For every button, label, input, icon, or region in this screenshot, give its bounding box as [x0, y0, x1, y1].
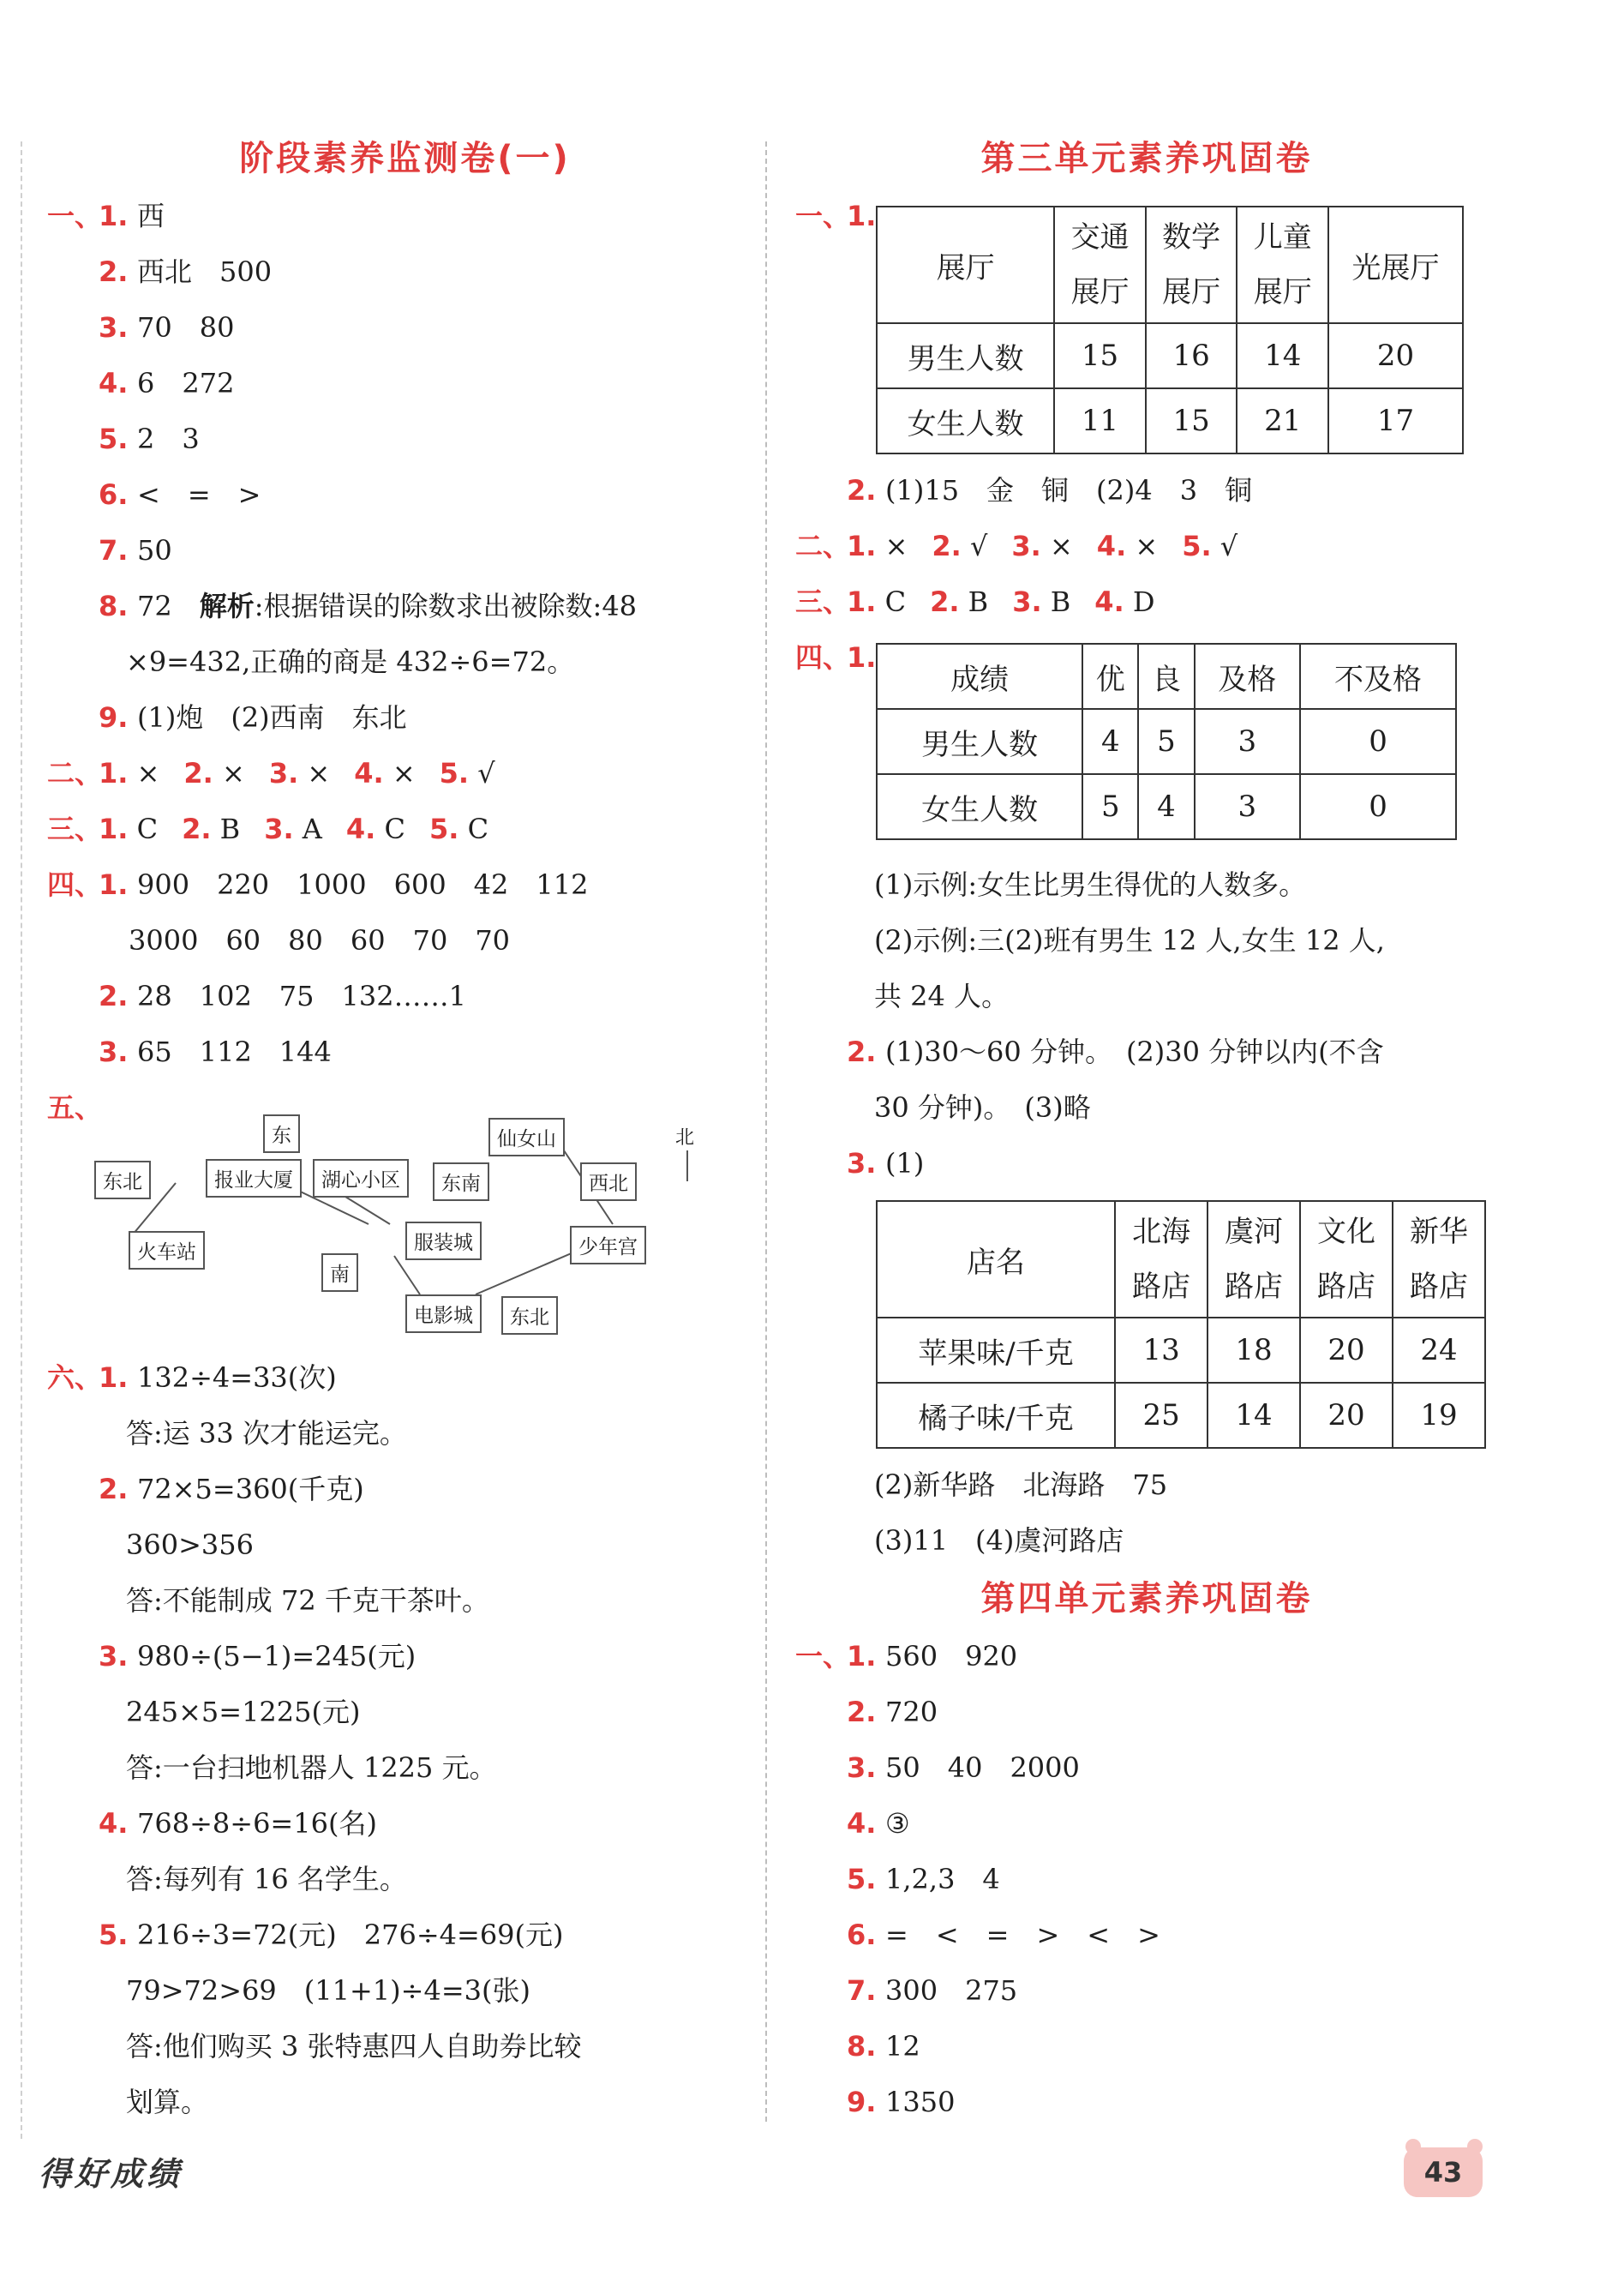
diagram-box-fuzhuang: 服装城	[405, 1222, 482, 1260]
answer-line: 一、1. 西	[47, 189, 763, 244]
table-header: 数学 展厅	[1146, 207, 1237, 323]
table-header: 店名	[877, 1201, 1115, 1318]
answer-line: 8. 12	[847, 2030, 920, 2063]
table-header: 儿童 展厅	[1237, 207, 1328, 323]
answer-line: 共 24 人。	[874, 980, 1010, 1012]
brand-logo: 得好成绩	[39, 2154, 183, 2193]
answer-line: 答:一台扫地机器人 1225 元。	[126, 1751, 497, 1784]
answer-line: 79>72>69 (11+1)÷4=3(张)	[126, 1974, 530, 2007]
answer-line: 3. 50 40 2000	[847, 1751, 1080, 1784]
answer-line: 答:每列有 16 名学生。	[126, 1863, 407, 1895]
left-column-sec6	[47, 1350, 763, 2130]
answer-line: 7. 50	[99, 534, 172, 567]
table-row: 男生人数 15 16 14 20	[877, 323, 1463, 388]
diagram-box-dongnan: 东南	[433, 1162, 489, 1201]
left-margin-line	[21, 141, 22, 2139]
diagram-box-shaonian: 少年宫	[570, 1226, 646, 1264]
left-column	[47, 129, 763, 1136]
answer-line: 4. 768÷8÷6=16(名)	[99, 1807, 377, 1840]
table-header: 展厅	[877, 207, 1054, 323]
unit3-title: 第三单元素养巩固卷	[980, 139, 1313, 178]
shop-table	[876, 1200, 1486, 1449]
answer-line: 2. 28 102 75 132……1	[99, 980, 466, 1012]
answer-line: 5. 2 3	[99, 423, 200, 455]
section-label: 一、	[47, 200, 103, 232]
table-row: 苹果味/千克 13 18 20 24	[877, 1318, 1485, 1383]
table-header: 新华 路店	[1393, 1201, 1485, 1318]
answer-line: 6. < = >	[99, 478, 261, 511]
answer-line: 8. 72 解析:根据错误的除数求出被除数:48	[99, 590, 638, 622]
answer-line: 4. ③	[847, 1807, 910, 1840]
table-header: 文化 路店	[1300, 1201, 1393, 1318]
unit4-title: 第四单元素养巩固卷	[980, 1579, 1313, 1618]
table-header: 交通 展厅	[1054, 207, 1146, 323]
answer-line: 2. 西北 500	[99, 255, 273, 288]
answer-line: (1)示例:女生比男生得优的人数多。	[874, 868, 1307, 901]
answer-line: 答:运 33 次才能运完。	[126, 1417, 407, 1450]
table-row: 橘子味/千克 25 14 20 19	[877, 1383, 1485, 1448]
answer-line: 二、1. × 2. √ 3. × 4. × 5. √	[795, 530, 1238, 562]
answer-line: 30 分钟)。 (3)略	[874, 1091, 1091, 1124]
answer-line: 2. (1)30～60 分钟。 (2)30 分钟以内(不含	[847, 1036, 1384, 1068]
answer-line: 9. (1)炮 (2)西南 东北	[99, 701, 407, 734]
direction-diagram	[47, 1106, 733, 1346]
diagram-box-nan: 南	[321, 1253, 358, 1292]
answer-line: 2. 720	[847, 1696, 938, 1728]
diagram-box-east: 东	[263, 1114, 300, 1153]
answer-line: 9. 1350	[847, 2086, 956, 2118]
answer-line: 一、1.	[795, 200, 877, 232]
answer-line: 7. 300 275	[847, 1974, 1018, 2007]
right-column-part4	[795, 1457, 1498, 2130]
answer-line: 二、1. × 2. × 3. × 4. × 5. √	[47, 757, 495, 790]
answer-line: (2)示例:三(2)班有男生 12 人,女生 12 人,	[874, 924, 1385, 957]
answer-line: 四、1. 900 220 1000 600 42 112	[47, 868, 589, 901]
answer-line: (2)新华路 北海路 75	[874, 1468, 1168, 1501]
answer-line: 3. (1)	[847, 1147, 925, 1180]
answer-line: 3. 65 112 144	[99, 1036, 332, 1068]
table-row: 成绩 优 良 及格 不及格	[877, 644, 1456, 709]
exhibition-table	[876, 206, 1464, 454]
answer-line: 245×5=1225(元)	[126, 1696, 361, 1728]
diagram-box-xibei: 西北	[580, 1162, 637, 1201]
answer-line: 5. 216÷3=72(元) 276÷4=69(元)	[99, 1919, 564, 1951]
diagram-box-dongbei: 东北	[94, 1161, 151, 1199]
answer-line: 2. 72×5=360(千克)	[99, 1473, 364, 1505]
diagram-box-dianying: 电影城	[405, 1294, 482, 1333]
answer-line: 五、	[47, 1091, 103, 1124]
answer-line: 3000 60 80 60 70 70	[129, 924, 511, 957]
answer-line: 划算。	[126, 2086, 209, 2118]
diagram-box-huoche: 火车站	[129, 1231, 205, 1270]
answer-line: ×9=432,正确的商是 432÷6=72。	[126, 646, 575, 678]
left-title: 阶段素养监测卷(一)	[239, 139, 571, 178]
answer-line: 3. 70 80	[99, 311, 235, 344]
answer-line: 三、1. C 2. B 3. B 4. D	[795, 586, 1155, 618]
answer-line: 答:不能制成 72 千克干茶叶。	[126, 1584, 489, 1617]
answer-line: 2. (1)15 金 铜 (2)4 3 铜	[847, 474, 1253, 507]
north-arrow-label: 北	[675, 1127, 695, 1149]
diagram-box-huxin: 湖心小区	[313, 1159, 409, 1198]
table-header: 虞河 路店	[1208, 1201, 1300, 1318]
answer-line: 360>356	[126, 1528, 254, 1561]
column-divider	[765, 141, 767, 2122]
answer-line: 4. 6 272	[99, 367, 235, 399]
answer-line: 六、1. 132÷4=33(次)	[47, 1361, 337, 1394]
table-row: 女生人数 11 15 21 17	[877, 388, 1463, 453]
grade-table	[876, 643, 1457, 840]
answer-line: 一、1. 560 920	[795, 1640, 1018, 1672]
table-row: 男生人数 4 5 3 0	[877, 709, 1456, 774]
diagram-box-baoye: 报业大厦	[206, 1159, 302, 1198]
answer-line: 答:他们购买 3 张特惠四人自助券比较	[126, 2030, 582, 2063]
table-row: 女生人数 5 4 3 0	[877, 774, 1456, 839]
page-number: 43	[1404, 2147, 1483, 2197]
answer-line: 四、1.	[795, 641, 877, 674]
answer-line: (3)11 (4)虞河路店	[874, 1524, 1124, 1557]
answer-line: 5. 1,2,3 4	[847, 1863, 1000, 1895]
table-header: 光展厅	[1328, 207, 1463, 323]
answer-line: 3. 980÷(5−1)=245(元)	[99, 1640, 416, 1672]
answer-line: 6. = < = > < >	[847, 1919, 1160, 1951]
diagram-box-xiannvshan: 仙女山	[488, 1118, 565, 1156]
answer-line: 三、1. C 2. B 3. A 4. C 5. C	[47, 813, 489, 845]
right-column-part3	[795, 857, 1498, 1192]
diagram-box-dongbei2: 东北	[501, 1296, 558, 1335]
table-header: 北海 路店	[1115, 1201, 1208, 1318]
